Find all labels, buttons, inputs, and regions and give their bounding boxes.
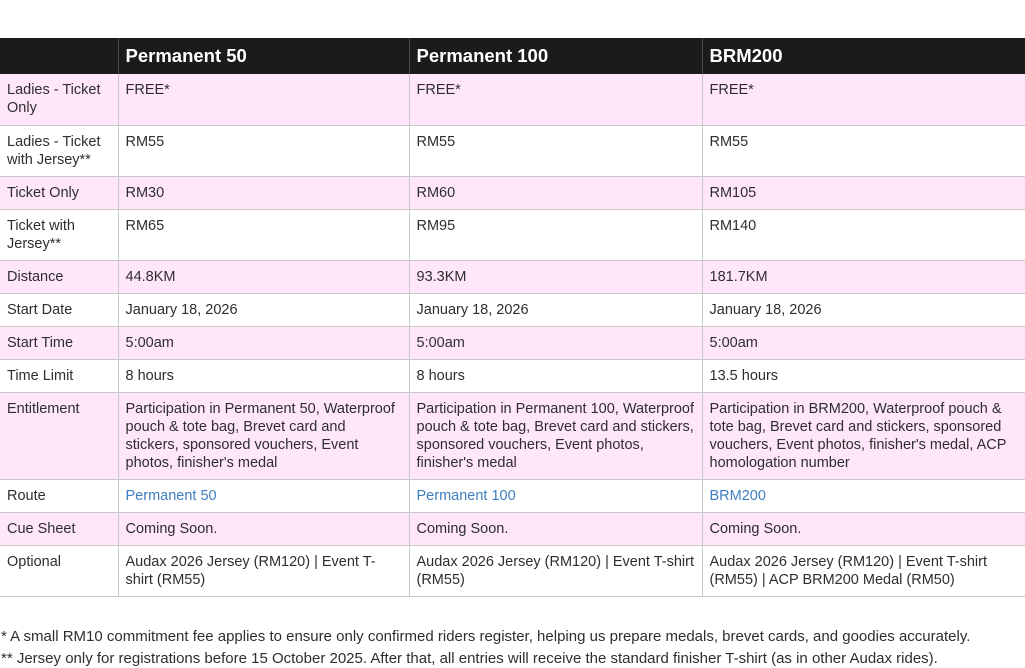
route-link-permanent-50[interactable]: Permanent 50 — [125, 487, 217, 504]
table-row-distance — [0, 260, 1025, 293]
cell-value: RM55 — [409, 125, 702, 176]
row-label: Start Time — [0, 326, 118, 359]
cell-value: 5:00am — [118, 326, 409, 359]
header-permanent-50: Permanent 50 — [118, 38, 409, 74]
table-row-cue-sheet — [0, 512, 1025, 545]
cell-value: RM55 — [702, 125, 1025, 176]
cell-value: 8 hours — [409, 359, 702, 392]
header-permanent-100: Permanent 100 — [409, 38, 702, 74]
footnote-jersey: ** Jersey only for registrations before 15 October 2025. After that, all entries will receive the standard finisher T-shirt (as in other Audax rides). — [1, 650, 938, 667]
table-row-ladies-ticket-with-jersey — [0, 125, 1025, 176]
cell-value: 5:00am — [702, 326, 1025, 359]
cell-value: 44.8KM — [118, 260, 409, 293]
row-label: Distance — [0, 260, 118, 293]
cell-value: RM60 — [409, 176, 702, 209]
table-row-ticket-only — [0, 176, 1025, 209]
row-label: Ladies - Ticket with Jersey** — [0, 125, 118, 176]
cell-value: January 18, 2026 — [702, 293, 1025, 326]
cell-value: 8 hours — [118, 359, 409, 392]
table-header-row — [0, 38, 1025, 74]
cell-value: Participation in BRM200, Waterproof pouch & tote bag, Brevet card and stickers, sponsored vouchers, Event photos, finisher's medal, ACP homologation number — [702, 392, 1025, 479]
cell-value: RM30 — [118, 176, 409, 209]
table-row-start-date — [0, 293, 1025, 326]
table-row-entitlement — [0, 392, 1025, 479]
route-cell — [118, 479, 409, 512]
cell-value: RM105 — [702, 176, 1025, 209]
cell-value: 5:00am — [409, 326, 702, 359]
cell-value: January 18, 2026 — [118, 293, 409, 326]
table-row-time-limit — [0, 359, 1025, 392]
cell-value: Coming Soon. — [118, 512, 409, 545]
cell-value: January 18, 2026 — [409, 293, 702, 326]
cell-value: 181.7KM — [702, 260, 1025, 293]
row-label: Entitlement — [0, 392, 118, 479]
table-row-start-time — [0, 326, 1025, 359]
cell-value: FREE* — [118, 74, 409, 125]
table-row-optional — [0, 545, 1025, 596]
row-label: Ticket Only — [0, 176, 118, 209]
table-row-route — [0, 479, 1025, 512]
table-row-ticket-with-jersey — [0, 209, 1025, 260]
route-link-brm200[interactable]: BRM200 — [709, 487, 766, 504]
header-brm200: BRM200 — [702, 38, 1025, 74]
cell-value: Participation in Permanent 50, Waterproof pouch & tote bag, Brevet card and stickers, sponsored vouchers, Event photos, finisher's medal — [118, 392, 409, 479]
row-label: Cue Sheet — [0, 512, 118, 545]
route-link-permanent-100[interactable]: Permanent 100 — [416, 487, 516, 504]
table-row-ladies-ticket-only — [0, 74, 1025, 125]
cell-value: Audax 2026 Jersey (RM120) | Event T-shirt (RM55) — [118, 545, 409, 596]
cell-value: RM140 — [702, 209, 1025, 260]
row-label: Ticket with Jersey** — [0, 209, 118, 260]
row-label: Time Limit — [0, 359, 118, 392]
footnotes — [1, 626, 1025, 668]
cell-value: 13.5 hours — [702, 359, 1025, 392]
cell-value: FREE* — [409, 74, 702, 125]
row-label: Ladies - Ticket Only — [0, 74, 118, 125]
cell-value: RM65 — [118, 209, 409, 260]
row-label: Route — [0, 479, 118, 512]
cell-value: Audax 2026 Jersey (RM120) | Event T-shirt (RM55) — [409, 545, 702, 596]
route-cell — [409, 479, 702, 512]
footnote-commitment-fee: * A small RM10 commitment fee applies to ensure only confirmed riders register, helping us prepare medals, brevet cards, and goodies accurately. — [1, 628, 971, 645]
route-cell — [702, 479, 1025, 512]
cell-value: Participation in Permanent 100, Waterproof pouch & tote bag, Brevet card and stickers, sponsored vouchers, Event photos, finisher's medal — [409, 392, 702, 479]
pricing-table — [0, 38, 1025, 597]
cell-value: RM95 — [409, 209, 702, 260]
row-label: Start Date — [0, 293, 118, 326]
cell-value: Audax 2026 Jersey (RM120) | Event T-shirt (RM55) | ACP BRM200 Medal (RM50) — [702, 545, 1025, 596]
cell-value: FREE* — [702, 74, 1025, 125]
row-label: Optional — [0, 545, 118, 596]
cell-value: Coming Soon. — [409, 512, 702, 545]
cell-value: 93.3KM — [409, 260, 702, 293]
header-corner — [0, 38, 118, 74]
cell-value: RM55 — [118, 125, 409, 176]
cell-value: Coming Soon. — [702, 512, 1025, 545]
